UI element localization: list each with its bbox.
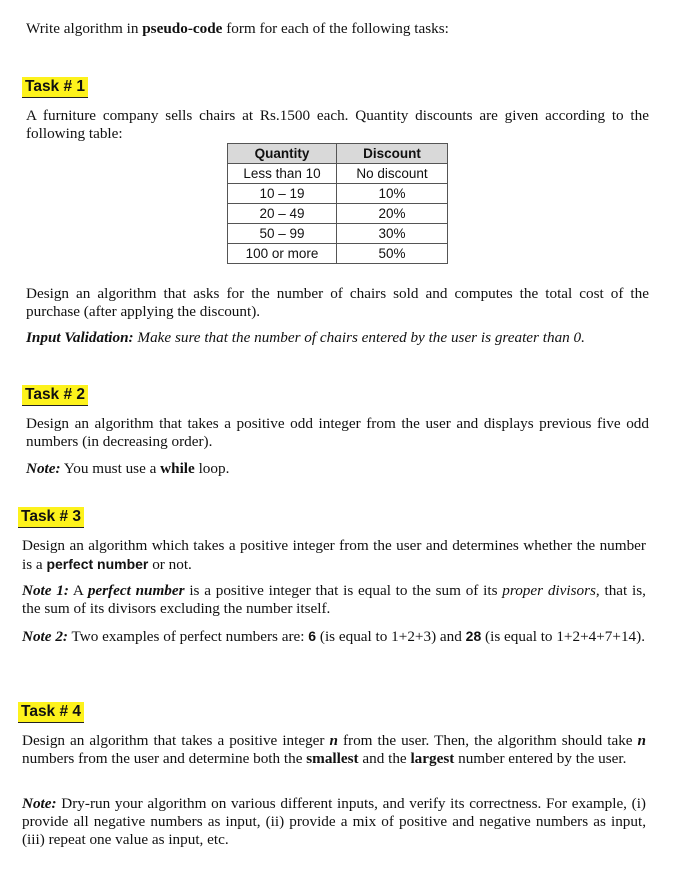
desc-text: or not. (148, 556, 192, 573)
task3-heading: Task # 3 (18, 507, 84, 528)
task2-description: Design an algorithm that takes a positive odd integer from the user and displays previous five odd numbers (in decreasing order). (26, 415, 649, 450)
note-text: loop. (194, 460, 230, 477)
note-italic: proper divisors (502, 582, 596, 599)
note-text: is a positive integer that is equal to the sum of its (184, 582, 503, 599)
note-text: Dry-run your algorithm on various different inputs, and verify its correctness. For example, (i) provide all negative numbers as input, (ii) provide a mix of positive and negative numbers as input, (iii) repeat one value as input, etc. (22, 795, 646, 848)
note-label: Note: (26, 460, 61, 477)
intro-text (26, 20, 449, 38)
task1-validation (26, 329, 649, 347)
task4-note (22, 795, 646, 849)
note-label: Note 1: (22, 582, 69, 599)
note-text: (is equal to 1+2+3) and (316, 628, 466, 645)
table-cell: 100 or more (228, 244, 337, 264)
note-label: Note: (22, 795, 57, 812)
task1-description: A furniture company sells chairs at Rs.1500 each. Quantity discounts are given according to the following table: (26, 107, 649, 142)
table-cell: 50 – 99 (228, 224, 337, 244)
note-text: , that is, the sum of its divisors excluding the number itself. (22, 582, 646, 617)
table-cell: 10 – 19 (228, 184, 337, 204)
table-row (228, 244, 448, 264)
desc-text: and the (358, 750, 411, 767)
table-row (228, 184, 448, 204)
desc-bold: largest (410, 750, 455, 767)
task3-note2 (22, 627, 646, 646)
table-cell: 20% (337, 204, 448, 224)
note-number: 6 (308, 628, 317, 644)
desc-var: n (329, 732, 338, 749)
validation-label: Input Validation: (26, 329, 134, 346)
table-cell: 20 – 49 (228, 204, 337, 224)
task2-note (26, 460, 649, 478)
discount-table (227, 143, 448, 264)
table-cell: 30% (337, 224, 448, 244)
table-cell: Less than 10 (228, 164, 337, 184)
note-text: Two examples of perfect numbers are: (67, 628, 309, 645)
task4-description (22, 732, 646, 768)
table-row (228, 204, 448, 224)
task1-design: Design an algorithm that asks for the number of chairs sold and computes the total cost of the purchase (after applying the discount). (26, 285, 649, 320)
note-text: (is equal to 1+2+4+7+14). (481, 628, 646, 645)
note-text: A (68, 582, 88, 599)
desc-text: Design an algorithm that takes a positive integer (22, 732, 330, 749)
desc-text: from the user. Then, the algorithm should take (337, 732, 638, 749)
desc-text: numbers from the user and determine both the (22, 750, 307, 767)
note-bold: while (160, 460, 195, 477)
validation-text: Make sure that the number of chairs entered by the user is greater than 0. (133, 329, 585, 346)
table-header-discount: Discount (337, 144, 448, 164)
table-row (228, 164, 448, 184)
desc-text: number entered by the user. (454, 750, 627, 767)
task1-heading: Task # 1 (22, 77, 88, 98)
note-label: Note 2: (22, 628, 68, 645)
desc-text: Design an algorithm which takes a positive integer from the user and determines whether the number is a (22, 537, 646, 573)
desc-var: n (637, 732, 646, 749)
intro-bold: pseudo-code (142, 20, 223, 37)
task3-description (22, 537, 646, 574)
table-header-quantity: Quantity (228, 144, 337, 164)
task3-note1 (22, 582, 646, 618)
table-cell: No discount (337, 164, 448, 184)
task4-heading: Task # 4 (18, 702, 84, 723)
desc-bold: smallest (306, 750, 359, 767)
desc-bold: perfect number (46, 556, 149, 572)
table-header-row (228, 144, 448, 164)
task2-heading: Task # 2 (22, 385, 88, 406)
intro-post: form for each of the following tasks: (222, 20, 449, 37)
note-text: You must use a (60, 460, 161, 477)
note-bold-italic: perfect number (87, 582, 185, 599)
table-cell: 50% (337, 244, 448, 264)
table-cell: 10% (337, 184, 448, 204)
intro-pre: Write algorithm in (26, 20, 143, 37)
note-number: 28 (465, 628, 482, 644)
table-row (228, 224, 448, 244)
